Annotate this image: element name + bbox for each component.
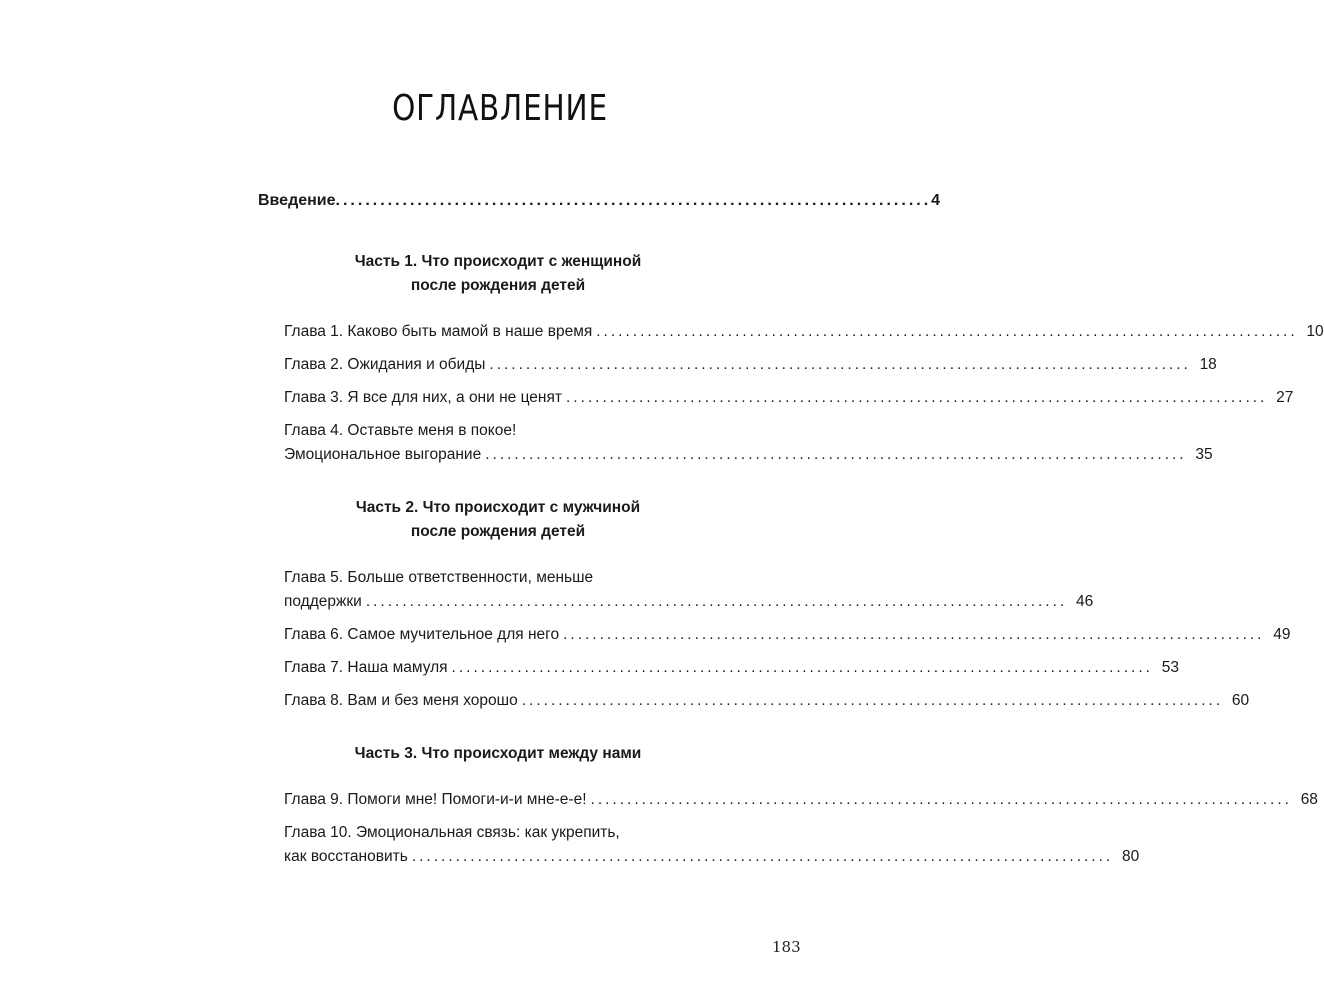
chapter-page: 10 [1306, 323, 1324, 340]
chapter-row [284, 788, 1318, 812]
chapter-page: 27 [1276, 389, 1294, 406]
chapter-title: Глава 1. Каково быть мамой в наше время [284, 323, 593, 340]
section-gap [258, 476, 678, 496]
page-title: ОГЛАВЛЕНИЕ [392, 88, 608, 129]
chapter-title: Глава 6. Самое мучительное для него [284, 626, 560, 643]
chapter-row [284, 320, 1324, 344]
dot-leader: ................................................................................................ [485, 446, 1187, 463]
toc-chapter-entry[interactable] [284, 566, 1094, 614]
toc-chapter-entry[interactable] [284, 623, 1291, 647]
part-title-line: после рождения детей [410, 523, 586, 540]
chapter-title-line: Глава 5. Больше ответственности, меньше [284, 569, 594, 586]
section-gap [258, 722, 678, 742]
page-number: 183 [772, 938, 801, 956]
chapter-row [284, 623, 1291, 647]
part-title-line: Часть 2. Что происходит с мужчиной [355, 499, 641, 516]
chapter-row [284, 689, 1250, 713]
chapter-title: Глава 7. Наша мамуля [284, 659, 448, 676]
dot-leader: ................................................................................................ [521, 692, 1224, 709]
chapter-page: 49 [1273, 626, 1291, 643]
parts-list [258, 250, 1324, 869]
chapter-page: 80 [1121, 848, 1140, 865]
chapter-list [284, 566, 1291, 713]
dot-leader: ................................................................................................ [365, 593, 1068, 610]
chapter-row [284, 386, 1294, 410]
chapter-row [284, 590, 1094, 614]
chapter-title-line: Глава 4. Оставьте меня в покое! [284, 422, 517, 439]
chapter-list [284, 320, 1324, 467]
chapter-row [284, 656, 1179, 680]
part-title-line: после рождения детей [410, 277, 586, 294]
chapter-list [284, 788, 1318, 869]
part-title-line: Часть 1. Что происходит с женщиной [354, 253, 642, 270]
chapter-title: Глава 3. Я все для них, а они не ценят [284, 389, 562, 406]
dot-leader: ................................................................................ [335, 192, 932, 209]
chapter-page: 60 [1231, 692, 1250, 709]
toc-chapter-entry[interactable] [284, 788, 1318, 812]
chapter-title: Эмоциональное выгорание [284, 446, 482, 463]
chapter-row [284, 845, 1140, 869]
intro-label: Введение [258, 192, 336, 209]
dot-leader: ................................................................................................ [565, 389, 1268, 406]
dot-leader: ................................................................................................ [590, 791, 1292, 808]
intro-page: 4 [931, 192, 941, 209]
chapter-title: Глава 9. Помоги мне! Помоги-и-и мне-е-е! [284, 791, 587, 808]
toc-chapter-entry[interactable] [284, 419, 1213, 467]
chapter-page: 18 [1199, 356, 1217, 373]
chapter-row [284, 443, 1213, 467]
toc-chapter-entry[interactable] [284, 386, 1294, 410]
dot-leader: ................................................................................................ [596, 323, 1298, 340]
dot-leader: ................................................................................................ [489, 356, 1191, 373]
chapter-page: 35 [1195, 446, 1213, 463]
dot-leader: ................................................................................................ [411, 848, 1114, 865]
toc-chapter-entry[interactable] [284, 656, 1179, 680]
part-heading [258, 496, 678, 544]
table-of-contents [258, 192, 1324, 878]
chapter-title: Глава 2. Ожидания и обиды [284, 356, 486, 373]
chapter-title: поддержки [284, 593, 362, 610]
chapter-title-line: Глава 10. Эмоциональная связь: как укрепить, [284, 824, 620, 841]
toc-chapter-entry[interactable] [284, 353, 1217, 377]
toc-chapter-entry[interactable] [284, 320, 1324, 344]
toc-chapter-entry[interactable] [284, 821, 1140, 869]
chapter-page: 46 [1075, 593, 1094, 610]
part-title-line: Часть 3. Что происходит между нами [354, 745, 642, 762]
chapter-title: как восстановить [284, 848, 408, 865]
toc-intro-entry[interactable] [258, 192, 941, 216]
chapter-row [284, 353, 1217, 377]
toc-chapter-entry[interactable] [284, 689, 1250, 713]
dot-leader: ................................................................................................ [451, 659, 1153, 676]
dot-leader: ................................................................................................ [563, 626, 1265, 643]
chapter-page: 53 [1161, 659, 1179, 676]
part-heading [258, 250, 678, 298]
chapter-page: 68 [1300, 791, 1318, 808]
chapter-title: Глава 8. Вам и без меня хорошо [284, 692, 518, 709]
part-heading [258, 742, 678, 766]
